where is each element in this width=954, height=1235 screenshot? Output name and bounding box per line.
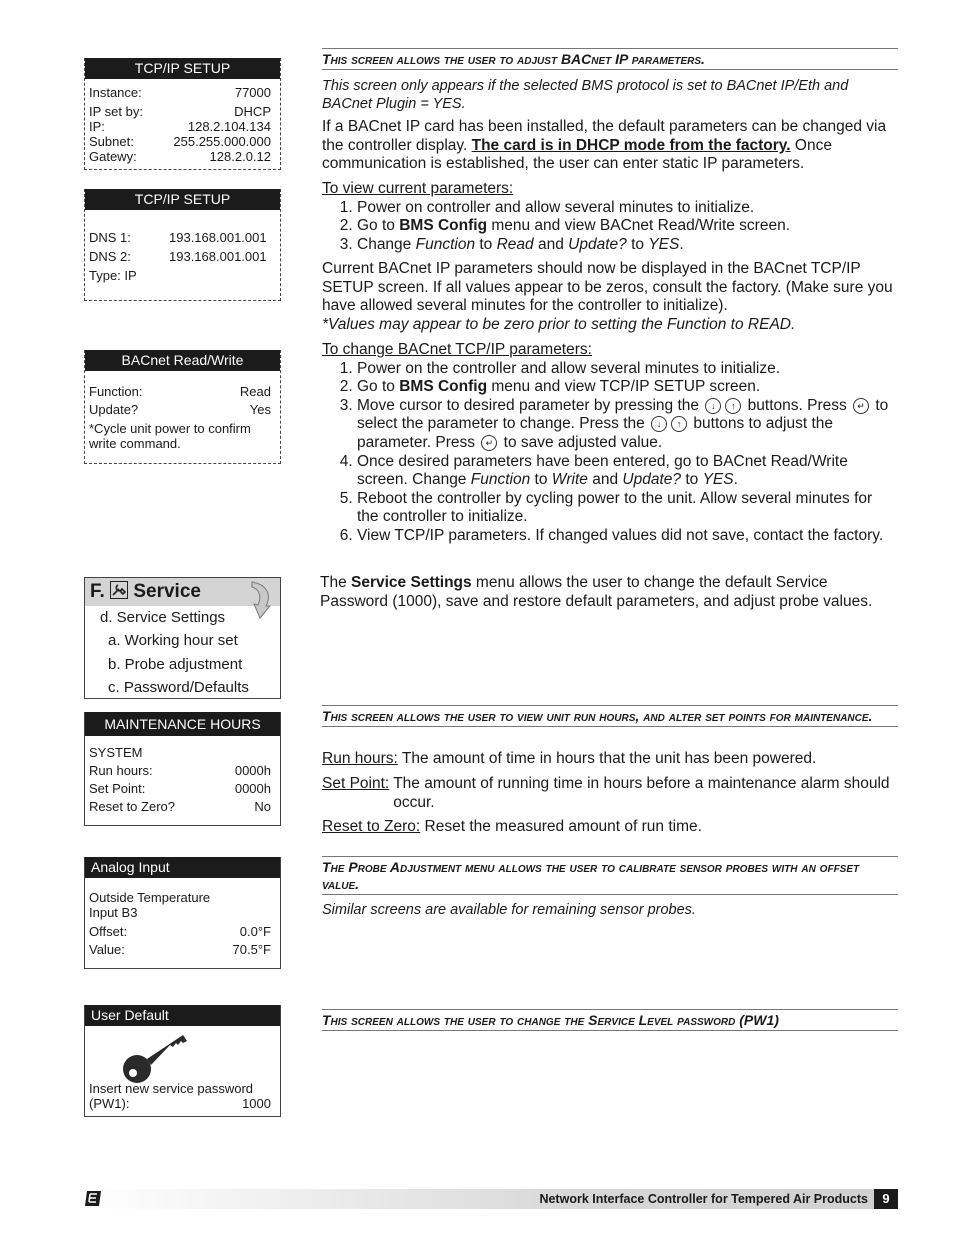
menu-item-service-settings[interactable]: d. Service Settings [100, 609, 226, 626]
tcpip-setup-panel [84, 58, 281, 170]
gateway-row: Gatewy: 128.2.0.12 [89, 149, 271, 164]
enter-button-icon: ↵ [853, 398, 869, 414]
current-parameters-paragraph: Current BACnet IP parameters should now be displayed in the BACnet TCP/IP SETUP screen. If all values appear to be zeros, consult the factory. (Make sure you have allowed several minutes for the controller to initialize). *Values may appear to be zero prior to setting the Function to READ. [322, 260, 898, 334]
set-point-definition: Set Point: The amount of running time in hours before a maintenance alarm should occur. [322, 775, 890, 811]
panel-title: User Default [85, 1005, 280, 1026]
zero-values-note: *Values may appear to be zero prior to setting the Function to READ. [322, 315, 796, 333]
company-logo-icon [84, 1190, 102, 1207]
up-button-icon: ↑ [725, 398, 741, 414]
subnet-row: Subnet: 255.255.000.000 [89, 134, 271, 149]
return-arrow-icon [246, 580, 274, 622]
view-step-3: 3. Change Function to Read and Update? to YES. [357, 236, 898, 255]
instance-row: Instance: 77000 [89, 85, 271, 100]
view-step-1: 1. Power on controller and allow several minutes to initialize. [357, 199, 898, 218]
bacnet-section-heading: This screen allows the user to adjust BACnet IP parameters. [322, 48, 898, 70]
change-step-4: 4. Once desired parameters have been entered, go to BACnet Read/Write screen. Change Function to Write and Update? to YES. [357, 453, 898, 490]
panel-title: Analog Input [85, 857, 280, 878]
change-step-2: 2. Go to BMS Config menu and view TCP/IP SETUP screen. [357, 378, 898, 397]
change-step-3: 3. Move cursor to desired parameter by pressing the ↓ ↑ buttons. Press ↵ to select the parameter to change. Press the ↓ ↑ buttons to adjust the parameter. Press ↵ to save adjusted value. [357, 397, 898, 453]
change-parameters-title: To change BACnet TCP/IP parameters: [322, 341, 592, 358]
service-menu-panel [84, 577, 281, 699]
maintenance-section-heading: This screen allows the user to view unit run hours, and alter set points for maintenance. [322, 705, 898, 727]
page-number: 9 [874, 1189, 898, 1209]
bacnet-intro-paragraph: If a BACnet IP card has been installed, the default parameters can be changed via the controller display. The card is in DHCP mode from the factory. Once communication is established, the user can enter static IP parameters. [322, 118, 887, 173]
page-footer [84, 1189, 898, 1209]
ip-row: IP: 128.2.104.134 [89, 119, 271, 134]
set-point-row: Set Point: 0000h [89, 781, 271, 796]
view-parameters-title: To view current parameters: [322, 180, 514, 197]
service-settings-paragraph: The Service Settings menu allows the user to change the default Service Password (1000), save and restore default parameters, and adjust probe values. [320, 574, 873, 610]
dns1-row: DNS 1: 193.168.001.001 [89, 230, 267, 245]
change-step-5: 5. Reboot the controller by cycling power to the unit. Allow several minutes for the controller to initialize. [357, 490, 898, 527]
reset-to-zero-row: Reset to Zero? No [89, 799, 271, 814]
change-step-1: 1. Power on the controller and allow several minutes to initialize. [357, 360, 898, 379]
reset-to-zero-definition: Reset to Zero: Reset the measured amount of run time. [322, 818, 702, 835]
type-row: Type: IP [89, 268, 137, 283]
system-label: SYSTEM [89, 745, 143, 760]
wrench-hand-icon [110, 581, 128, 599]
bacnet-read-write-panel [84, 350, 281, 464]
up-button-icon: ↑ [671, 416, 687, 432]
view-step-2: 2. Go to BMS Config menu and view BACnet Read/Write screen. [357, 217, 898, 236]
password-section-heading: This screen allows the user to change the Service Level password (PW1) [322, 1009, 898, 1031]
ip-set-by-row: IP set by: DHCP [89, 104, 271, 119]
tcpip-dns-panel [84, 189, 281, 301]
probe-name: Outside Temperature [89, 890, 211, 905]
panel-title: TCP/IP SETUP [85, 58, 280, 79]
probe-section-note: Similar screens are available for remaining sensor probes. [322, 902, 696, 918]
change-step-6: 6. View TCP/IP parameters. If changed values did not save, contact the factory. [357, 527, 898, 546]
offset-row: Offset: 0.0°F [89, 924, 271, 939]
bacnet-note: *Cycle unit power to confirm write command. [89, 421, 251, 451]
update-row: Update? Yes [89, 402, 271, 417]
user-default-panel [84, 1005, 281, 1117]
down-button-icon: ↓ [651, 416, 667, 432]
panel-title: MAINTENANCE HOURS [85, 712, 280, 736]
function-row: Function: Read [89, 384, 271, 399]
pw1-row[interactable]: (PW1): 1000 [89, 1096, 271, 1111]
maintenance-hours-panel [84, 712, 281, 826]
key-icon [121, 1031, 191, 1085]
analog-input-panel [84, 857, 281, 969]
bacnet-section-note: This screen only appears if the selected BMS protocol is set to BACnet IP/Eth and BACnet Plugin = YES. [322, 78, 849, 112]
value-row: Value: 70.5°F [89, 942, 271, 957]
panel-title: BACnet Read/Write [85, 350, 280, 371]
probe-section-heading: The Probe Adjustment menu allows the user to calibrate sensor probes with an offset value. [322, 856, 898, 895]
password-prompt: Insert new service password [89, 1081, 254, 1096]
run-hours-row: Run hours: 0000h [89, 763, 271, 778]
menu-item-working-hour-set[interactable]: a. Working hour set [108, 632, 238, 649]
down-button-icon: ↓ [705, 398, 721, 414]
dns2-row: DNS 2: 193.168.001.001 [89, 249, 267, 264]
change-parameters-block [322, 341, 898, 546]
view-parameters-block [322, 180, 898, 254]
menu-item-probe-adjustment[interactable]: b. Probe adjustment [108, 656, 243, 673]
panel-title: TCP/IP SETUP [85, 189, 280, 210]
run-hours-definition: Run hours: The amount of time in hours that the unit has been powered. [322, 750, 817, 767]
service-menu-title: F. Service [90, 581, 201, 602]
footer-title: Network Interface Controller for Tempered Air Products [539, 1192, 868, 1206]
enter-button-icon: ↵ [481, 435, 497, 451]
probe-input: Input B3 [89, 905, 138, 920]
menu-item-password-defaults[interactable]: c. Password/Defaults [108, 679, 249, 696]
